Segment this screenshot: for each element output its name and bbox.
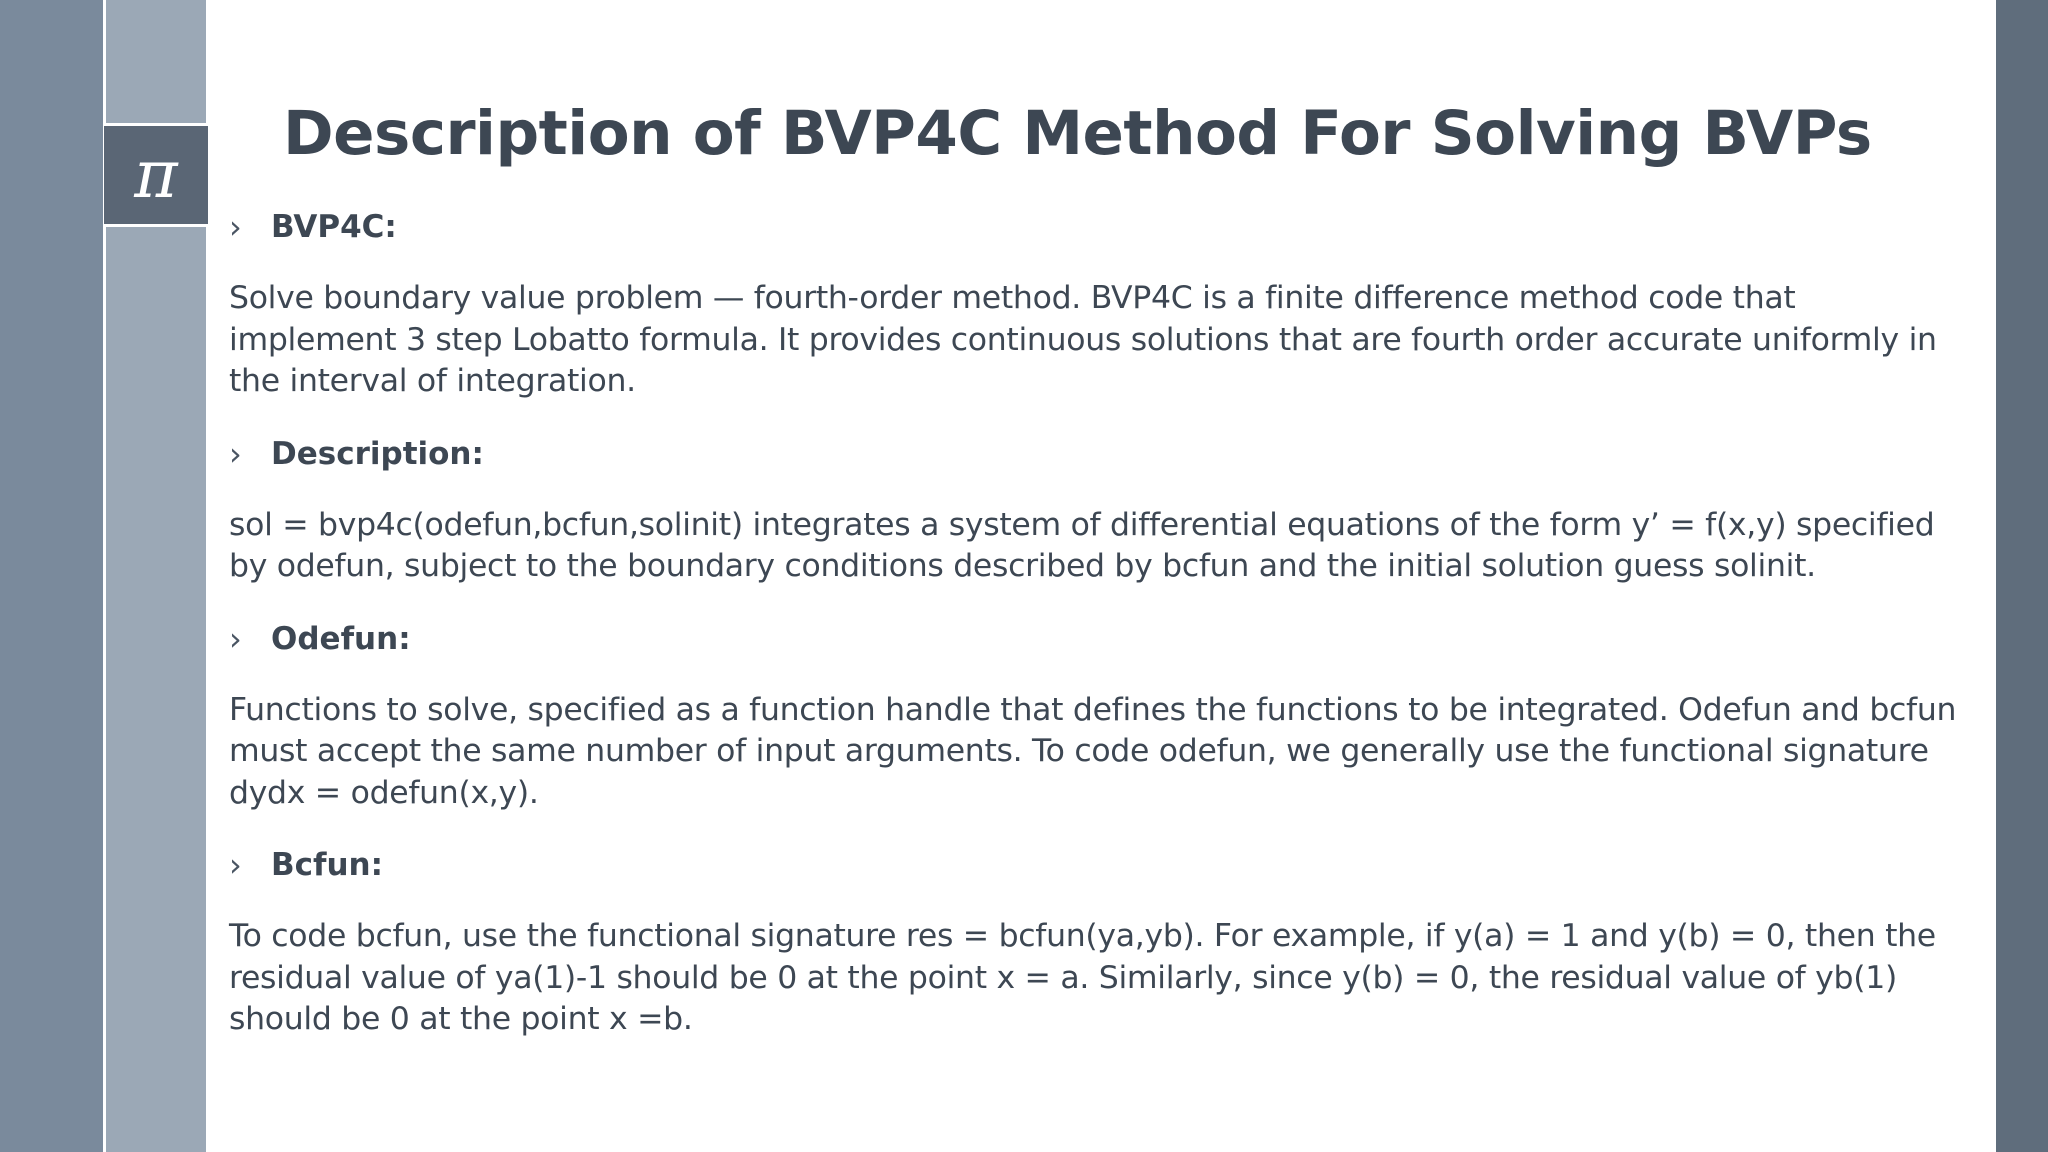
chevron-right-icon: › bbox=[229, 846, 242, 884]
chevron-right-icon: › bbox=[229, 619, 242, 658]
pi-icon bbox=[104, 123, 208, 227]
chevron-right-icon: › bbox=[229, 434, 242, 473]
section-paragraph-bcfun: To code bcfun, use the functional signature res = bcfun(ya,yb). For example, if y(a) = 1 and y(b) = 0, then the residual value of ya(1)-1 should be 0 at the point x = a. Similarly, since y(b) = 0, the residual value of yb(1) should be 0 at the point x =b. bbox=[229, 918, 1936, 1037]
section-heading-description bbox=[229, 433, 1969, 475]
chevron-right-icon: › bbox=[229, 208, 242, 246]
left-decorative-band-outer bbox=[0, 0, 103, 1152]
slide-title: Description of BVP4C Method For Solving BVPs bbox=[283, 98, 1872, 169]
section-heading-label: BVP4C: bbox=[271, 209, 397, 245]
section-heading-bvp4c bbox=[229, 206, 1969, 248]
slide-content bbox=[229, 206, 1969, 1041]
section-heading-label: Odefun: bbox=[271, 620, 411, 657]
pi-glyph: π bbox=[134, 136, 178, 213]
section-heading-label: Bcfun: bbox=[271, 847, 384, 883]
section-heading-label: Description: bbox=[271, 435, 484, 472]
section-heading-odefun bbox=[229, 618, 1969, 660]
section-paragraph-bvp4c: Solve boundary value problem — fourth-order method. BVP4C is a finite difference method code that implement 3 step Lobatto formula. It provides continuous solutions that are fourth order accurate uniformly in the interval of integration. bbox=[229, 280, 1937, 399]
section-paragraph-description: sol = bvp4c(odefun,bcfun,solinit) integrates a system of differential equations of the form y’ = f(x,y) specified by odefun, subject to the boundary conditions described by bcfun and the initial solution guess solinit. bbox=[229, 506, 1935, 584]
section-paragraph-odefun: Functions to solve, specified as a function handle that defines the functions to be integrated. Odefun and bcfun must accept the same number of input arguments. To code odefun, we generally use the functional signature dydx = odefun(x,y). bbox=[229, 691, 1957, 811]
section-heading-bcfun bbox=[229, 844, 1969, 886]
right-decorative-band bbox=[1996, 0, 2048, 1152]
